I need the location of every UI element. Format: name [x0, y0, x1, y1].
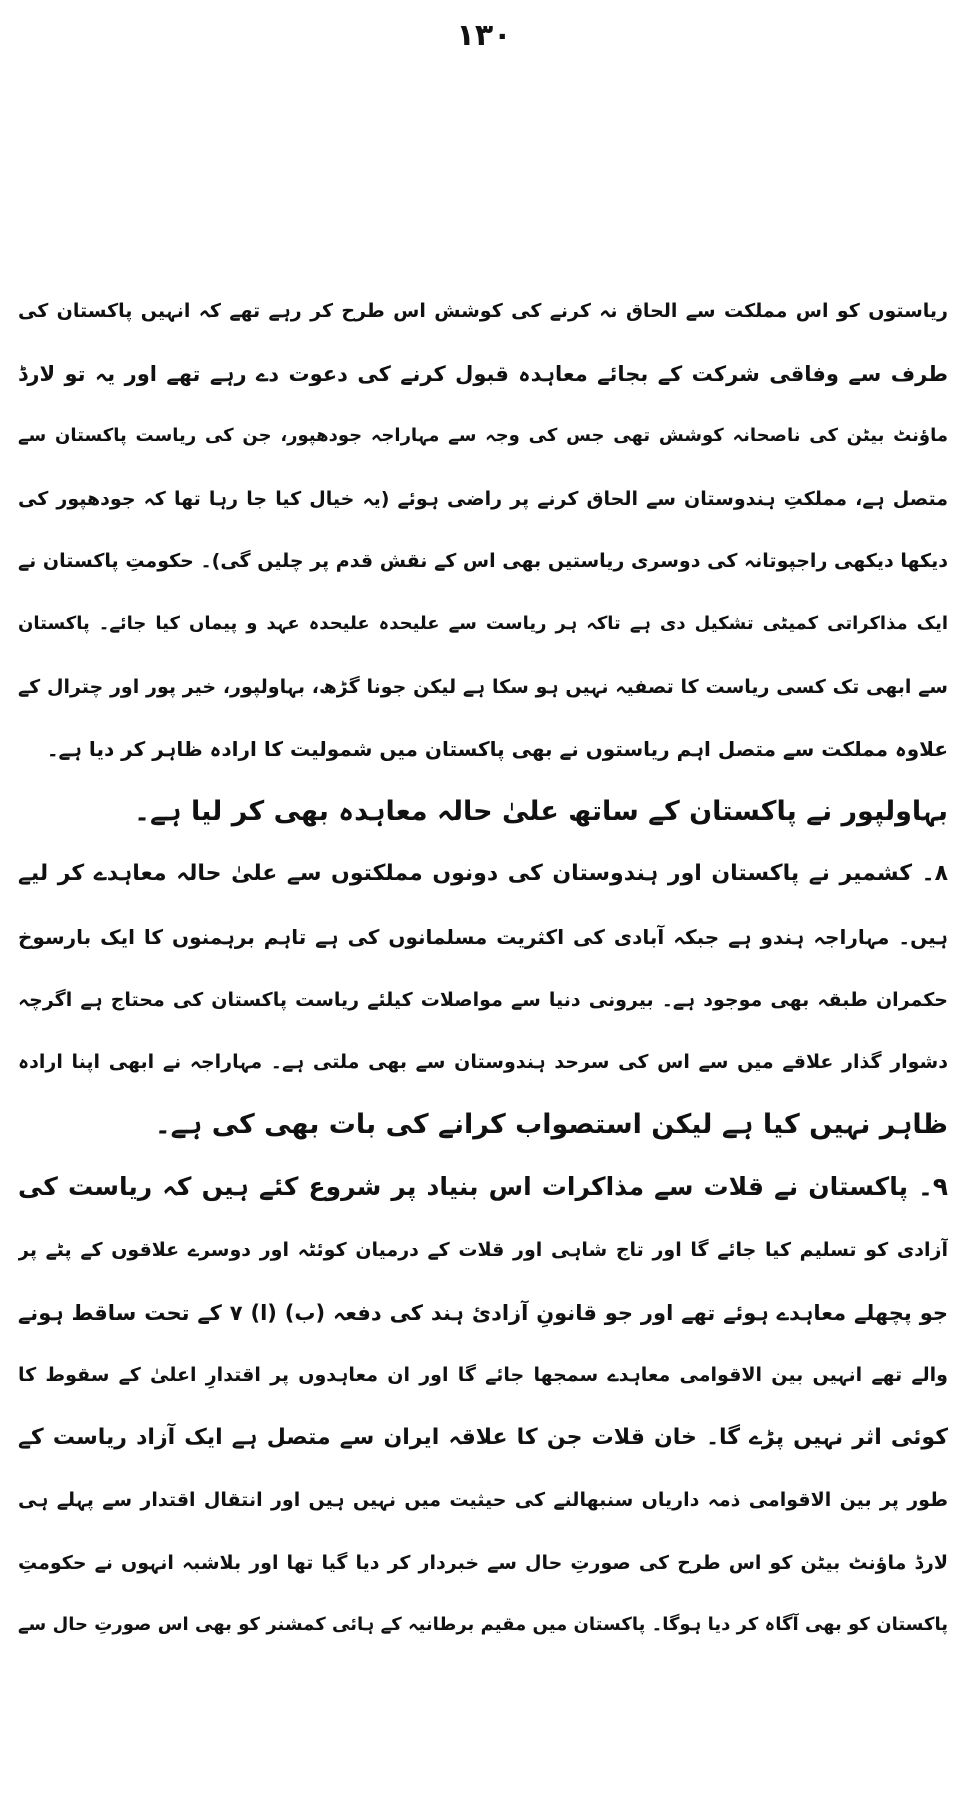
- text-line: طور پر بین الاقوامی ذمہ داریاں سنبھالنے کی حیثیت میں نہیں ہیں اور انتقال اقتدار سے پہلے ہی: [18, 1489, 948, 1512]
- text-line: طرف سے وفاقی شرکت کے بجائے معاہدہ قبول کرنے کی دعوت دے رہے تھے اور یہ تو لارڈ: [18, 361, 948, 386]
- text-line: ۸۔ کشمیر نے پاکستان اور ہندوستان کی دونوں مملکتوں سے علیٰ حالہ معاہدے کر لیے: [18, 861, 948, 887]
- page-number: ۱۳۰: [456, 18, 512, 53]
- text-line: بہاولپور نے پاکستان کے ساتھ علیٰ حالہ معاہدہ بھی کر لیا ہے۔: [134, 795, 948, 827]
- text-line: ریاستوں کو اس مملکت سے الحاق نہ کرنے کی کوشش اس طرح کر رہے تھے کہ انہیں پاکستان کی: [18, 300, 948, 322]
- text-line: والے تھے انہیں بین الاقوامی معاہدے سمجھا جائے گا اور ان معاہدوں پر اقتدارِ اعلیٰ کے سقوط کا: [18, 1364, 948, 1387]
- body-text: [18, 280, 948, 1657]
- text-line: ہیں۔ مہاراجہ ہندو ہے جبکہ آبادی کی اکثریت مسلمانوں کی ہے تاہم برہمنوں کا ایک بارسوخ: [18, 924, 948, 949]
- text-line: سے ابھی تک کسی ریاست کا تصفیہ نہیں ہو سکا ہے لیکن جونا گڑھ، بہاولپور، خیر پور اور چترال کے: [18, 675, 948, 698]
- text-line: ۹۔ پاکستان نے قلات سے مذاکرات اس بنیاد پر شروع کئے ہیں کہ ریاست کی: [18, 1172, 948, 1202]
- text-line: ایک مذاکراتی کمیٹی تشکیل دی ہے تاکہ ہر ریاست سے علیحدہ علیحدہ عہد و پیماں کیا جائے۔ پاکستان: [18, 612, 948, 634]
- text-line: کوئی اثر نہیں پڑے گا۔ خان قلات جن کا علاقہ ایران سے متصل ہے ایک آزاد ریاست کے: [18, 1424, 948, 1450]
- text-line: آزادی کو تسلیم کیا جائے گا اور تاج شاہی اور قلات کے درمیان کوئٹہ اور دوسرے علاقوں کے پٹے پر: [18, 1238, 948, 1261]
- text-line: دیکھا دیکھی راجپوتانہ کی دوسری ریاستیں بھی اس کے نقش قدم پر چلیں گی)۔ حکومتِ پاکستان نے: [18, 550, 948, 573]
- text-line: پاکستان کو بھی آگاہ کر دیا ہوگا۔ پاکستان میں مقیم برطانیہ کے ہائی کمشنر کو بھی اس صورتِ حال سے: [18, 1614, 948, 1636]
- text-line: جو پچھلے معاہدے ہوئے تھے اور جو قانونِ آزادئ ہند کی دفعہ (ب) (ا) ۷ کے تحت ساقط ہونے: [18, 1300, 948, 1325]
- text-line: متصل ہے، مملکتِ ہندوستان سے الحاق کرنے پر راضی ہوئے (یہ خیال کیا جا رہا تھا کہ جودھپور کی: [18, 487, 948, 510]
- text-line: دشوار گذار علاقے میں سے اس کی سرحد ہندوستان سے بھی ملتی ہے۔ مہاراجہ نے ابھی اپنا ارادہ: [18, 1051, 948, 1074]
- text-line: حکمران طبقہ بھی موجود ہے۔ بیرونی دنیا سے مواصلات کیلئے ریاست پاکستان کی محتاج ہے اگرچہ: [18, 988, 948, 1011]
- text-line: لارڈ ماؤنٹ بیٹن کو اس طرح کی صورتِ حال سے خبردار کر دیا گیا تھا اور بلاشبہ انہوں نے حکومتِ: [18, 1551, 948, 1574]
- text-line: ظاہر نہیں کیا ہے لیکن استصواب کرانے کی بات بھی کی ہے۔: [154, 1108, 948, 1140]
- text-line: علاوہ مملکت سے متصل اہم ریاستوں نے بھی پاکستان میں شمولیت کا ارادہ ظاہر کر دیا ہے۔: [46, 737, 948, 762]
- text-line: ماؤنٹ بیٹن کی ناصحانہ کوشش تھی جس کی وجہ سے مہاراجہ جودھپور، جن کی ریاست پاکستان سے: [18, 425, 948, 447]
